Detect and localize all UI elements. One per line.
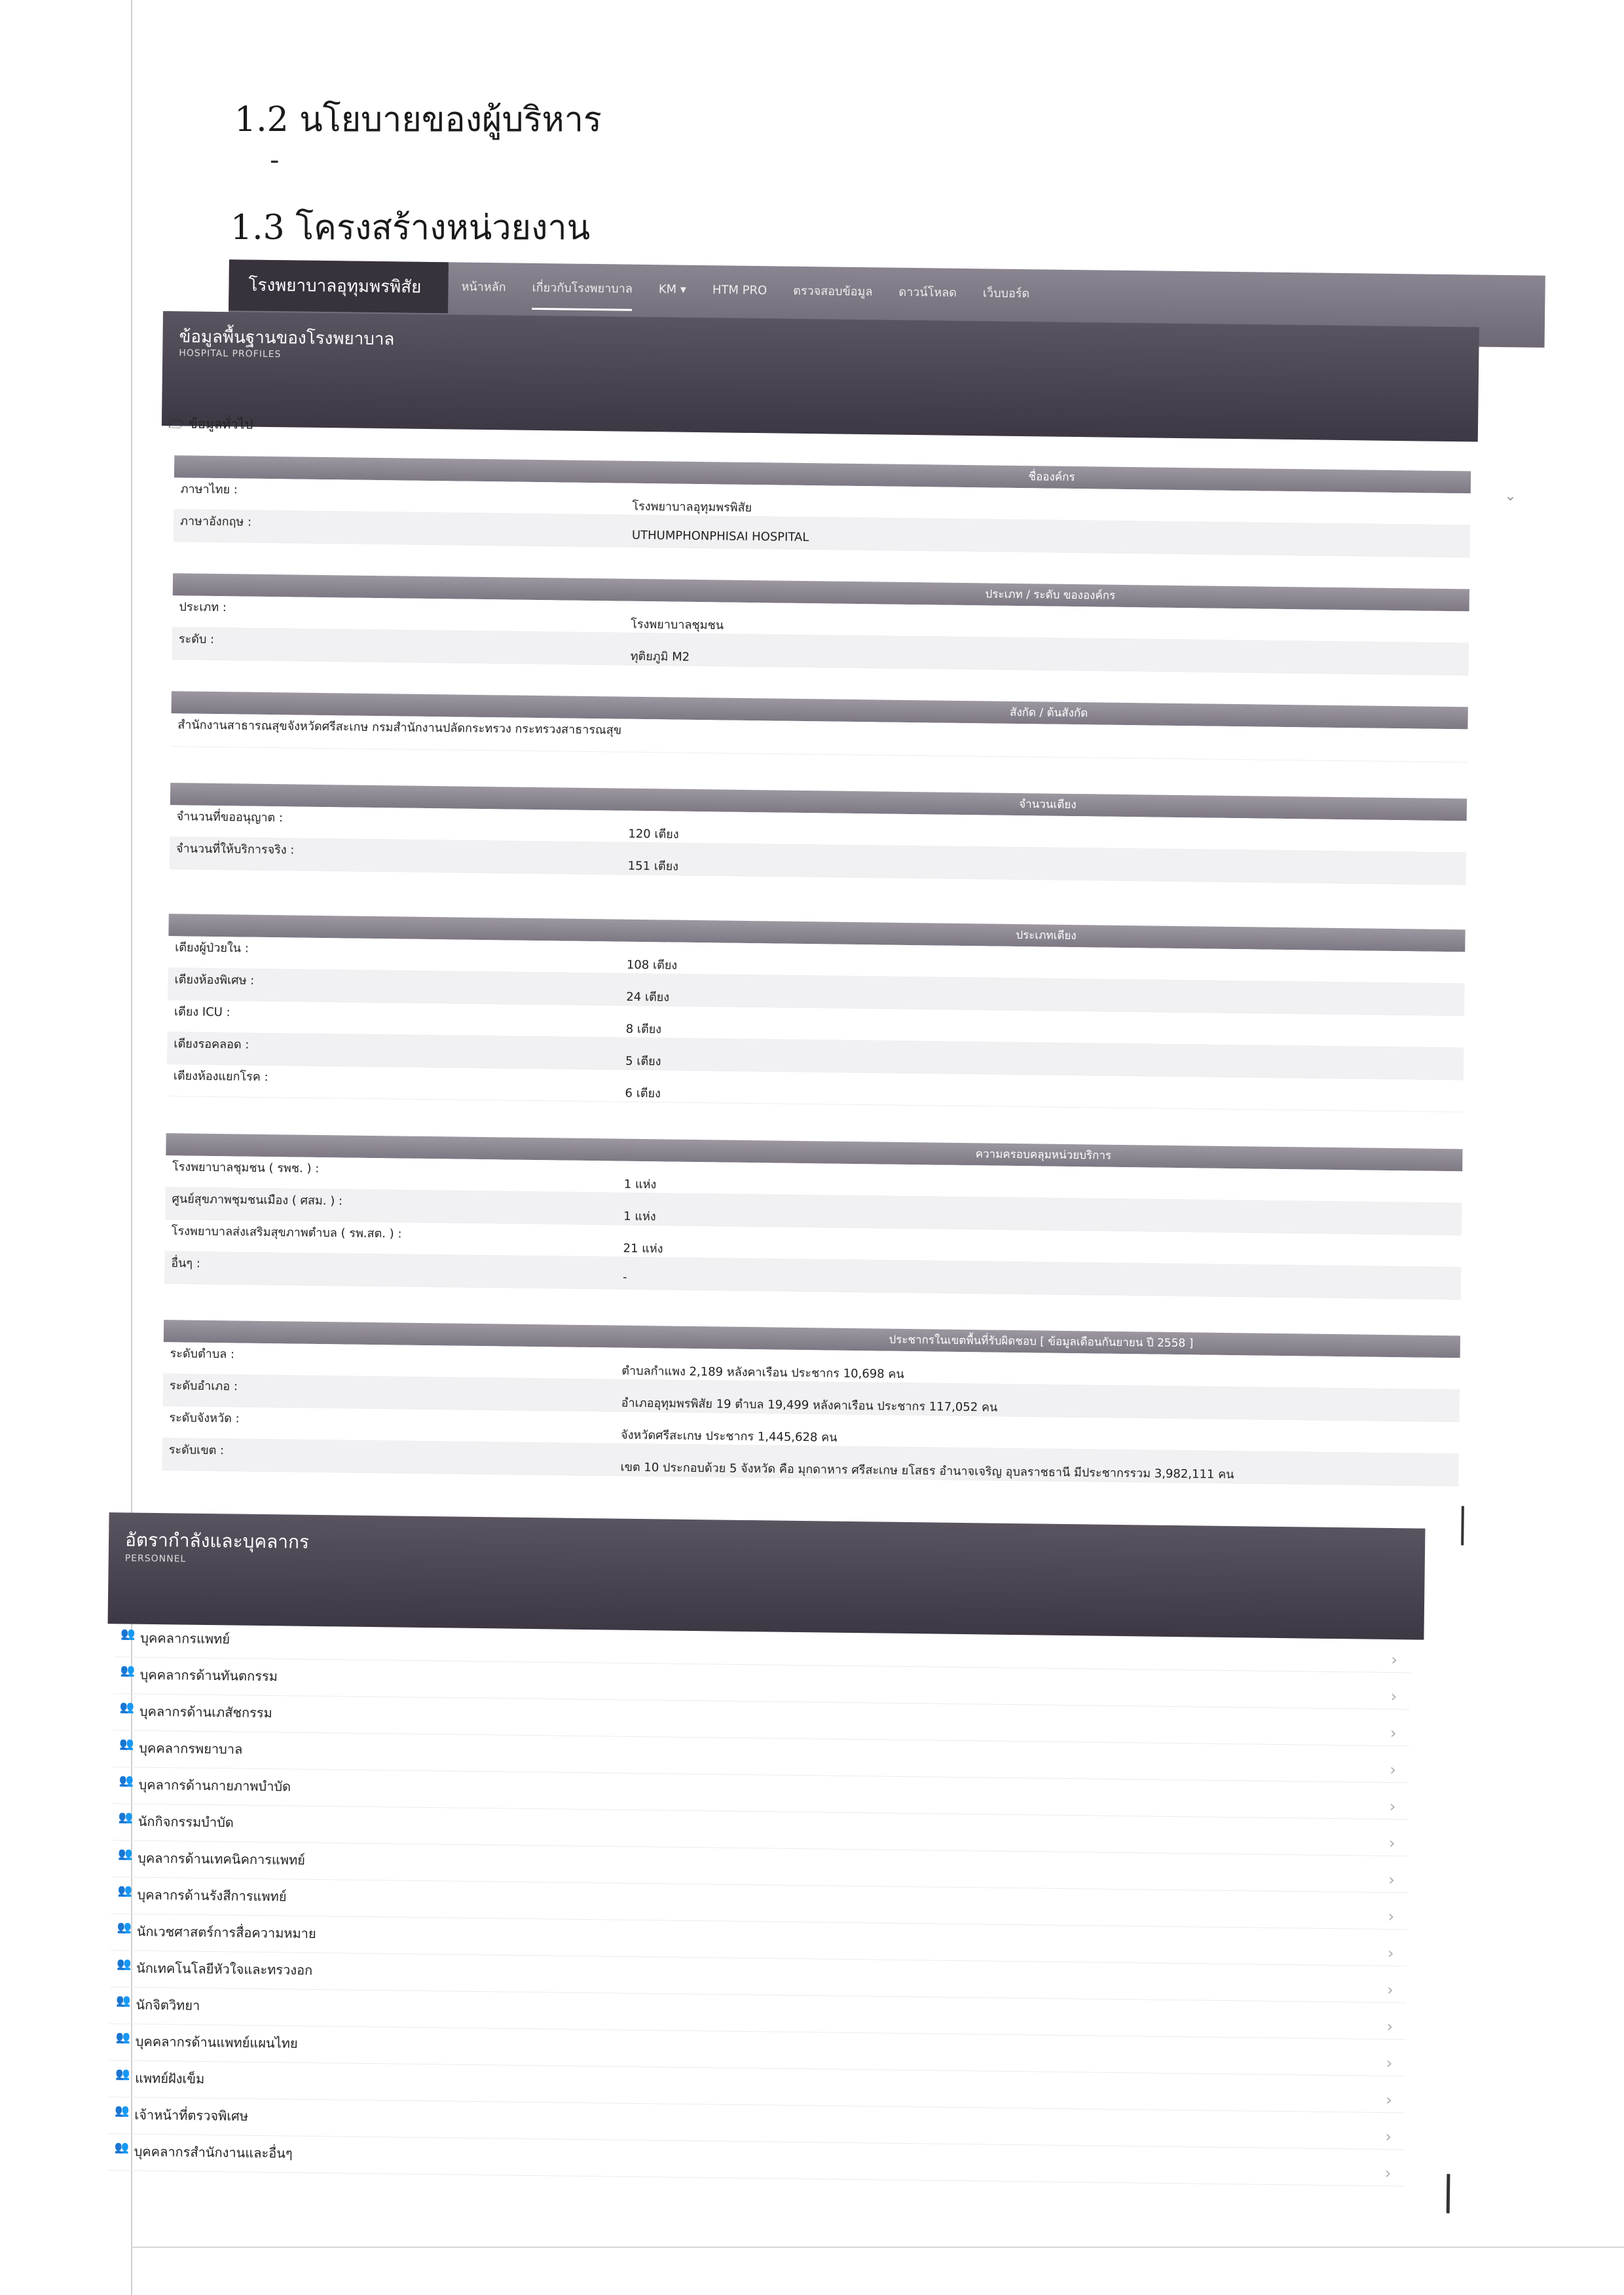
section-bed-count (170, 783, 1467, 885)
general-info-label: 🗁 ข้อมูลทั่วไป (168, 415, 253, 432)
list-item[interactable]: 👥 นักเทคโนโลยีหัวใจและทรวงอก › (110, 1950, 1407, 2003)
section-population (162, 1320, 1460, 1486)
users-icon: 👥 (118, 1810, 134, 1825)
section-title: ประเภทเตียง (168, 914, 1465, 952)
section-title: จำนวนเตียง (170, 783, 1467, 821)
policy-dash: - (270, 145, 280, 176)
section-title: ประเภท / ระดับ ขององค์กร (173, 573, 1469, 611)
table-row: ระดับจังหวัด : จังหวัดศรีสะเกษ ประชากร 1,445,628 คน (162, 1406, 1459, 1454)
users-icon: 👥 (117, 1884, 133, 1898)
brand[interactable]: โรงพยาบาลอุทุมพรพิสัย (229, 259, 449, 313)
section-title: ประชากรในเขตพื้นที่รับผิดชอบ [ ข้อมูลเดือนกันยายน ปี 2558 ] (164, 1320, 1460, 1358)
banner-subtitle: HOSPITAL PROFILES (179, 348, 282, 360)
list-item[interactable]: 👥 เจ้าหน้าที่ตรวจพิเศษ › (108, 2097, 1405, 2150)
table-row: เตียงรอคลอด : 5 เตียง (167, 1032, 1464, 1080)
table-row: เตียงห้องแยกโรค : 6 เตียง (166, 1064, 1463, 1112)
section-service-coverage (164, 1133, 1463, 1299)
users-icon: 👥 (120, 1664, 136, 1678)
nav-home[interactable]: หน้าหลัก (461, 280, 506, 295)
section-affiliation (171, 691, 1468, 762)
table-row: เตียงผู้ป่วยใน : 108 เตียง (168, 936, 1465, 984)
table-row: ระดับอำเภอ : อำเภออุทุมพรพิสัย 19 ตำบล 19,499 หลังคาเรือน ประชากร 117,052 คน (163, 1374, 1460, 1422)
section-title: ความครอบคลุมหน่วยบริการ (166, 1133, 1462, 1171)
users-icon: 👥 (119, 1774, 134, 1788)
table-row: จำนวนที่ให้บริการจริง : 151 เตียง (170, 837, 1466, 885)
nav-htm-pro[interactable]: HTM PRO (712, 283, 767, 298)
list-item[interactable]: 👥 บุคลากรด้านรังสีการแพทย์ › (111, 1877, 1408, 1930)
personnel-title: อัตรากำลังและบุคลากร (124, 1529, 310, 1553)
chevron-right-icon: › (1388, 1834, 1395, 1853)
list-item[interactable]: 👥 นักจิตวิทยา › (109, 1987, 1407, 2040)
chevron-right-icon: › (1391, 1651, 1398, 1670)
list-item[interactable]: 👥 บุคคลากรด้านแพทย์แผนไทย › (109, 2024, 1406, 2076)
chevron-down-icon[interactable]: ⌄ (1504, 488, 1517, 505)
list-item[interactable]: 👥 แพทย์ฝังเข็ม › (109, 2061, 1406, 2113)
chevron-right-icon: › (1386, 2091, 1392, 2110)
users-icon: 👥 (115, 2030, 131, 2045)
section-org-name (174, 455, 1471, 557)
section-title: ชื่อองค์กร (174, 455, 1471, 493)
chevron-right-icon: › (1385, 2127, 1392, 2146)
chevron-right-icon: › (1386, 2054, 1393, 2073)
chevron-right-icon: › (1384, 2164, 1392, 2183)
list-item[interactable]: 👥 นักเวชศาสตร์การสื่อความหมาย › (110, 1914, 1407, 1966)
section-org-type (172, 573, 1469, 675)
users-icon: 👥 (117, 1920, 132, 1935)
nav-km[interactable]: KM ▾ (658, 282, 687, 297)
table-row: เตียงห้องพิเศษ : 24 เตียง (168, 968, 1464, 1016)
table-row: อื่นๆ : - (164, 1252, 1461, 1299)
table-row: ศูนย์สุขภาพชุมชนเมือง ( ศสม. ) : 1 แห่ง (165, 1187, 1462, 1235)
users-icon: 👥 (118, 1847, 133, 1861)
chevron-right-icon: › (1390, 1761, 1397, 1780)
table-row: ภาษาไทย : โรงพยาบาลอุทุมพรพิสัย (174, 477, 1470, 525)
list-item[interactable]: 👥 บุคลากรด้านเภสัชกรรม › (113, 1694, 1411, 1746)
list-item[interactable]: 👥 บุคลากรด้านเทคนิคการแพทย์ › (111, 1840, 1409, 1893)
scrollbar-thumb[interactable] (1447, 2174, 1450, 2213)
website-screenshot (114, 259, 1545, 2234)
section-bed-types (166, 914, 1465, 1112)
banner-title: ข้อมูลพื้นฐานของโรงพยาบาล (179, 327, 395, 350)
table-row: ระดับเขต : เขต 10 ประกอบด้วย 5 จังหวัด คือ มุกดาหาร ศรีสะเกษ ยโสธร อำนาจเจริญ อุบลราชธานี มีประชากรรวม 3,982,111 คน (162, 1438, 1458, 1486)
chevron-right-icon: › (1387, 1981, 1394, 2000)
list-item[interactable]: 👥 บุคลากรด้านกายภาพบำบัด › (112, 1767, 1409, 1819)
chevron-right-icon: › (1389, 1797, 1396, 1816)
nav-download[interactable]: ดาวน์โหลด (898, 285, 957, 300)
table-row: ระดับ : ทุติยภูมิ M2 (172, 627, 1469, 675)
nav-menu (461, 268, 1029, 316)
list-item[interactable]: 👥 บุคคลากรแพทย์ › (114, 1620, 1411, 1673)
users-icon: 👥 (115, 2067, 130, 2081)
scrollbar-thumb[interactable] (1461, 1506, 1464, 1545)
list-item[interactable]: 👥 บุคคลากรพยาบาล › (113, 1730, 1410, 1783)
table-row: โรงพยาบาลส่งเสริมสุขภาพตำบล ( รพ.สต. ) : 21 แห่ง (164, 1220, 1461, 1267)
chevron-right-icon: › (1390, 1724, 1397, 1743)
list-item[interactable]: 👥 บุคคลากรด้านทันตกรรม › (113, 1657, 1411, 1709)
users-icon: 👥 (116, 1994, 132, 2008)
table-row: จำนวนที่ขออนุญาต : 120 เตียง (170, 805, 1466, 853)
table-row: ภาษาอังกฤษ : UTHUMPHONPHISAI HOSPITAL (174, 510, 1470, 557)
folder-icon: 🗁 (168, 415, 189, 432)
heading-structure: 1.3 โครงสร้างหน่วยงาน (231, 208, 591, 248)
users-icon: 👥 (120, 1627, 136, 1641)
table-row: ประเภท : โรงพยาบาลชุมชน (172, 595, 1469, 643)
users-icon: 👥 (115, 2104, 130, 2118)
list-item[interactable]: 👥 นักกิจกรรมบำบัด › (111, 1804, 1409, 1856)
users-icon: 👥 (114, 2140, 130, 2155)
chevron-right-icon: › (1387, 1944, 1394, 1963)
users-icon: 👥 (119, 1737, 134, 1751)
chevron-right-icon: › (1388, 1871, 1395, 1890)
users-icon: 👥 (119, 1700, 135, 1715)
section-title: สังกัด / ต้นสังกัด (172, 691, 1468, 729)
nav-check[interactable]: ตรวจสอบข้อมูล (793, 284, 873, 299)
profile-banner (162, 311, 1479, 442)
table-row: เตียง ICU : 8 เตียง (168, 1000, 1464, 1048)
personnel-banner (108, 1512, 1426, 1640)
users-icon: 👥 (117, 1957, 132, 1971)
table-row: ระดับตำบล : ตำบลกำแพง 2,189 หลังคาเรือน ประชากร 10,698 คน (163, 1342, 1460, 1390)
table-row: โรงพยาบาลชุมชน ( รพช. ) : 1 แห่ง (166, 1155, 1462, 1203)
table-row: สำนักงานสาธารณสุขจังหวัดศรีสะเกษ กรมสำนักงานปลัดกระทรวง กระทรวงสาธารณสุข (171, 713, 1467, 762)
heading-policy: 1.2 นโยบายของผู้บริหาร (234, 100, 602, 140)
list-item[interactable]: 👥 บุคคลากรสำนักงานและอื่นๆ › (107, 2134, 1405, 2186)
personnel-subtitle: PERSONNEL (124, 1553, 187, 1565)
nav-webboard[interactable]: เว็บบอร์ด (982, 286, 1030, 301)
page-bottom-line (131, 2247, 1624, 2248)
nav-about[interactable]: เกี่ยวกับโรงพยาบาล (532, 269, 633, 311)
personnel-list (107, 1620, 1411, 2186)
chevron-right-icon: › (1386, 2017, 1393, 2036)
chevron-right-icon: › (1388, 1907, 1395, 1926)
chevron-right-icon: › (1390, 1687, 1397, 1706)
